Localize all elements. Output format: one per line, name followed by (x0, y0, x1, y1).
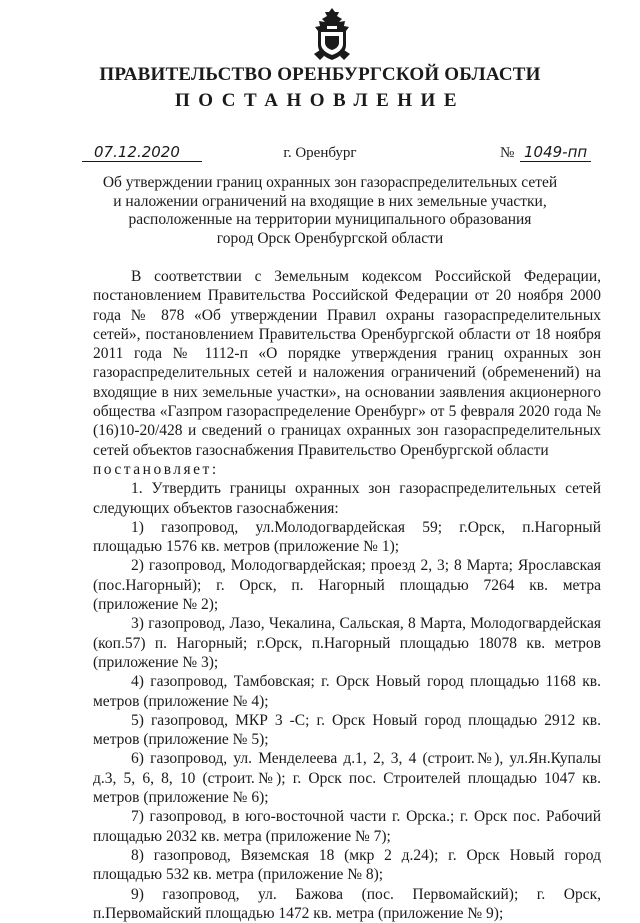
document-type: ПОСТАНОВЛЕНИЕ (0, 90, 640, 112)
subitem-3: 3) газопровод, Лазо, Чекалина, Сальская, 8 Марта, Молодогвардейская (коп.57) п. Нагорный; г.Орск, п.Нагорный площадью 18078 кв. метров (приложение № 3); (93, 614, 601, 672)
subject-line: расположенные на территории муниципального образования (60, 211, 600, 230)
subitem-9: 9) газопровод, ул. Бажова (пос. Первомайский); г. Орск, п.Первомайский площадью 1472 кв. метра (приложение № 9); (93, 885, 601, 923)
number-label: № (500, 145, 514, 162)
subitem-6: 6) газопровод, ул. Менделеева д.1, 2, 3, 4 (строит.№), ул.Ян.Купалы д.3, 5, 6, 8, 10 (строит.№); г. Орск пос. Строителей площадью 1047 кв. метров (приложение № 6); (93, 749, 601, 807)
coat-of-arms-emblem (308, 6, 356, 62)
subject-line: Об утверждении границ охранных зон газораспределительных сетей (60, 174, 600, 193)
document-city: г. Оренбург (0, 145, 640, 162)
document-number: 1049-пп (520, 143, 591, 162)
resolves-heading: постановляет: (93, 460, 601, 479)
subitem-4: 4) газопровод, Тамбовская; г. Орск Новый город площадью 1168 кв. метров (приложение № 4); (93, 672, 601, 711)
subitem-1: 1) газопровод, ул.Молодогвардейская 59; г.Орск, п.Нагорный площадью 1576 кв. метров (приложение № 1); (93, 518, 601, 557)
subitem-7: 7) газопровод, в юго-восточной части г. Орска.; г. Орск пос. Рабочий площадью 2032 кв. метра (приложение № 7); (93, 807, 601, 846)
preamble-paragraph: В соответствии с Земельным кодексом Российской Федерации, постановлением Правительства Российской Федерации от 20 ноября 2000 года № 878 «Об утверждении Правил охраны газораспределительных сетей», постановлением Правительства Оренбургской области от 18 ноября 2011 года № 1112-п «О порядке утверждения границ охранных зон газораспределительных сетей и наложения ограничений (обременений) на входящие в них земельные участки», на основании заявления акционерного общества «Газпром газораспределение Оренбург» от 5 февраля 2020 года № (16)10-20/428 и сведений о границах охранных зон газораспределительных сетей объектов газоснабжения Правительство Оренбургской области (93, 267, 601, 460)
subject-line: и наложении ограничений на входящие в них земельные участки, (60, 193, 600, 212)
document-date: 07.12.2020 (82, 143, 202, 162)
subject-line: город Орск Оренбургской области (60, 230, 600, 249)
organization-title: ПРАВИТЕЛЬСТВО ОРЕНБУРГСКОЙ ОБЛАСТИ (0, 64, 640, 86)
subitem-2: 2) газопровод, Молодогвардейская; проезд 2, 3; 8 Марта; Ярославская (пос.Нагорный); г. Орск, п. Нагорный площадью 7264 кв. метра (приложение № 2); (93, 556, 601, 614)
item-1-paragraph: 1. Утвердить границы охранных зон газораспределительных сетей следующих объектов газоснабжения: (93, 479, 601, 518)
subitem-5: 5) газопровод, МКР 3 -С; г. Орск Новый город площадью 2912 кв. метров (приложение № 5); (93, 711, 601, 750)
document-body (93, 267, 601, 923)
document-subject (60, 174, 600, 248)
subitem-8: 8) газопровод, Вяземская 18 (мкр 2 д.24); г. Орск Новый город площадью 532 кв. метра (приложение № 8); (93, 846, 601, 885)
